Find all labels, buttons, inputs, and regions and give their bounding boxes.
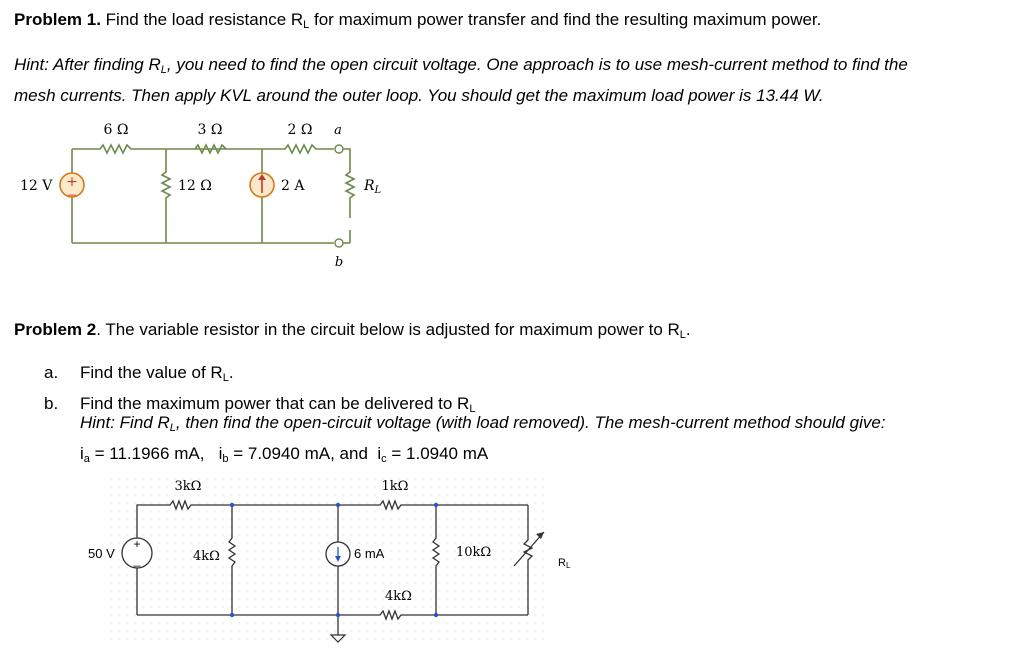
list-item-b: b. Find the maximum power that can be delivered to $R_L$ xyxy=(44,394,476,415)
minus-icon: _ xyxy=(133,553,141,567)
minus-icon: − xyxy=(66,188,78,202)
p1-node-a: a xyxy=(334,123,342,138)
p1-label-12v: 12 V xyxy=(20,178,53,194)
problem2-title: Problem 2. The variable resistor in the circuit below is adjusted for maximum power to $R_L$. xyxy=(14,320,691,341)
problem1-title-sub: L xyxy=(303,19,310,31)
p2-label-6ma: 6 mA xyxy=(354,546,385,561)
p1-resistor-12ohm xyxy=(162,149,170,243)
problem2-label: Problem 2 xyxy=(14,320,97,339)
problem2-currents: $i_a = 11.1966$ mA, $i_b = 7.0940$ mA, and $i_c = 1.0940$ mA xyxy=(80,444,489,465)
problem1-label: Problem 1. xyxy=(14,10,101,29)
problem2-circuit xyxy=(70,470,590,648)
p2-label-rl: RL xyxy=(558,557,571,570)
p1-resistor-load xyxy=(343,149,354,218)
p1-label-6ohm: 6 Ω xyxy=(103,122,129,138)
p1-label-12ohm: 12 Ω xyxy=(178,178,212,194)
problem1-hint xyxy=(14,52,908,109)
p1-label-2ohm: 2 Ω xyxy=(287,122,313,138)
problem1-hint-line2: mesh currents. Then apply KVL around the outer loop. You should get the maximum load power is 13.44 W. xyxy=(14,86,824,105)
p2-label-50v: 50 V xyxy=(88,546,115,561)
p1-label-3ohm: 3 Ω xyxy=(197,122,223,138)
p2-label-10k: 10kΩ xyxy=(456,545,492,560)
p2-label-1k: 1kΩ xyxy=(381,479,409,494)
list-item-a: a. Find the value of $R_L$. xyxy=(44,363,234,384)
p1-terminal-a xyxy=(335,145,343,153)
problem1-circuit xyxy=(0,110,420,270)
p2-label-4k-bottom: 4kΩ xyxy=(385,589,412,604)
problem1-title xyxy=(14,10,821,31)
problem2-title-sub: L xyxy=(679,329,686,341)
p1-terminal-b xyxy=(335,239,343,247)
p1-wire-top-left xyxy=(72,145,265,153)
problem1-title-text: Find the load resistance R xyxy=(105,10,304,29)
problem1-hint-sub: L xyxy=(160,64,167,76)
problem2-title-text: . The variable resistor in the circuit below is adjusted for maximum power to R xyxy=(96,320,680,339)
plus-icon: + xyxy=(66,174,78,190)
p2-label-4k-mid: 4kΩ xyxy=(193,549,220,564)
problem1-hint-a: Hint: After finding R xyxy=(14,55,161,74)
plus-icon: + xyxy=(133,537,141,551)
p1-label-2a: 2 A xyxy=(281,178,305,194)
p1-node-b: b xyxy=(334,255,344,270)
p2-label-3k: 3kΩ xyxy=(174,479,202,494)
problem1-title-rest: for maximum power transfer and find the resulting maximum power. xyxy=(309,10,822,29)
p1-resistor-2ohm xyxy=(265,145,334,153)
p1-label-rl: $R_L$ xyxy=(364,178,382,196)
problem1-hint-b: , you need to find the open circuit voltage. One approach is to use mesh-current method to find the xyxy=(166,55,908,74)
problem2-hint: Hint: Find $R_L$, then find the open-circuit voltage (with load removed). The mesh-current method should give: $i_a = 11.1966$ mA, $i_b = 7.0940$ mA, and $i_c = 1.0940$ mA xyxy=(80,410,886,472)
